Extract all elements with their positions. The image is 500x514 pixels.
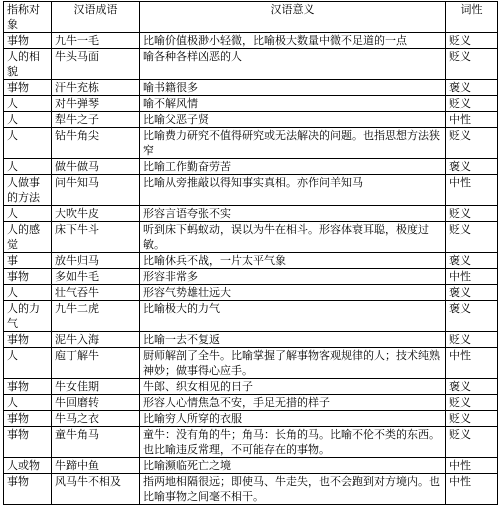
table-row [4, 80, 498, 96]
table-row [4, 411, 498, 427]
table-row [4, 33, 498, 49]
table-row [4, 49, 498, 80]
cell-meaning: 比喻穷人所穿的衣服 [140, 411, 446, 427]
cell-idiom: 九牛一毛 [52, 33, 140, 49]
cell-idiom: 大吹牛皮 [52, 206, 140, 222]
cell-meaning: 比喻工作勤奋劳苦 [140, 159, 446, 175]
cell-meaning: 听到床下蚂蚁动，误以为牛在相斗。形容体衰耳聪，极度过敏。 [140, 222, 446, 253]
cell-referent: 人 [4, 96, 52, 112]
cell-sentiment: 贬义 [446, 33, 498, 49]
table-row [4, 253, 498, 269]
cell-idiom: 对牛弹琴 [52, 96, 140, 112]
cell-idiom: 牛马之衣 [52, 411, 140, 427]
cell-sentiment: 中性 [446, 458, 498, 474]
cell-meaning: 牛郎、织女相见的日子 [140, 379, 446, 395]
cell-referent: 人 [4, 112, 52, 128]
cell-meaning: 比喻濒临死亡之境 [140, 458, 446, 474]
cell-referent: 事物 [4, 427, 52, 458]
cell-sentiment: 褒义 [446, 253, 498, 269]
cell-idiom: 壮气吞牛 [52, 285, 140, 301]
table-row [4, 159, 498, 175]
cell-meaning: 形容人心情焦急不安，手足无措的样子 [140, 395, 446, 411]
cell-sentiment: 贬义 [446, 411, 498, 427]
cell-meaning: 形容气势雄壮远大 [140, 285, 446, 301]
cell-sentiment: 贬义 [446, 222, 498, 253]
cell-referent: 人的感觉 [4, 222, 52, 253]
cell-referent: 人 [4, 395, 52, 411]
cell-sentiment: 贬义 [446, 332, 498, 348]
cell-meaning: 形容非常多 [140, 269, 446, 285]
cell-referent: 人 [4, 159, 52, 175]
cell-meaning: 喻各种各样凶恶的人 [140, 49, 446, 80]
cell-idiom: 牛女佳期 [52, 379, 140, 395]
cell-idiom: 床下牛斗 [52, 222, 140, 253]
cell-sentiment: 褒义 [446, 80, 498, 96]
table-row [4, 222, 498, 253]
cell-referent: 人 [4, 206, 52, 222]
cell-idiom: 童牛角马 [52, 427, 140, 458]
cell-referent: 人的力气 [4, 301, 52, 332]
cell-idiom: 问牛知马 [52, 175, 140, 206]
cell-sentiment: 贬义 [446, 96, 498, 112]
cell-meaning: 形容言语夸张不实 [140, 206, 446, 222]
cell-sentiment: 贬义 [446, 49, 498, 80]
table-row [4, 474, 498, 505]
cell-idiom: 九牛二虎 [52, 301, 140, 332]
cell-meaning: 比喻父恶子贤 [140, 112, 446, 128]
cell-referent: 人或物 [4, 458, 52, 474]
cell-referent: 人的相貌 [4, 49, 52, 80]
table-body [4, 33, 498, 505]
cell-idiom: 风马牛不相及 [52, 474, 140, 505]
header-referent: 指称对象 [4, 2, 52, 33]
cell-meaning: 比喻休兵不战，一片太平气象 [140, 253, 446, 269]
table-row [4, 348, 498, 379]
cell-referent: 人做事的方法 [4, 175, 52, 206]
cell-meaning: 喻书籍很多 [140, 80, 446, 96]
table-row [4, 458, 498, 474]
table-row [4, 269, 498, 285]
cell-meaning: 童牛：没有角的牛；角马：长角的马。比喻不伦不类的东西。也比喻违反常理，不可能存在的事物。 [140, 427, 446, 458]
cell-idiom: 牛头马面 [52, 49, 140, 80]
cell-meaning: 比喻费力研究不值得研究或无法解决的问题。也指思想方法狭窄 [140, 128, 446, 159]
cell-referent: 事 [4, 253, 52, 269]
cell-sentiment: 褒义 [446, 159, 498, 175]
cell-idiom: 庖丁解牛 [52, 348, 140, 379]
cell-referent: 事物 [4, 379, 52, 395]
idiom-table [3, 1, 498, 505]
cell-meaning: 指两地相隔很远；即使马、牛走失，也不会跑到对方境内。也比喻事物之间毫不相干。 [140, 474, 446, 505]
cell-sentiment: 中性 [446, 112, 498, 128]
table-row [4, 427, 498, 458]
table-row [4, 175, 498, 206]
cell-sentiment: 中性 [446, 474, 498, 505]
cell-referent: 事物 [4, 332, 52, 348]
cell-sentiment: 贬义 [446, 395, 498, 411]
cell-meaning: 厨师解剖了全牛。比喻掌握了解事物客观规律的人；技术纯熟神妙；做事得心应手。 [140, 348, 446, 379]
cell-idiom: 泥牛入海 [52, 332, 140, 348]
cell-sentiment: 褒义 [446, 301, 498, 332]
header-idiom: 汉语成语 [52, 2, 140, 33]
table-row [4, 96, 498, 112]
cell-sentiment: 褒义 [446, 285, 498, 301]
cell-meaning: 比喻一去不复返 [140, 332, 446, 348]
table-header-row [4, 2, 498, 33]
cell-idiom: 做牛做马 [52, 159, 140, 175]
cell-idiom: 放牛归马 [52, 253, 140, 269]
cell-sentiment: 贬义 [446, 128, 498, 159]
cell-referent: 事物 [4, 474, 52, 505]
cell-referent: 事物 [4, 80, 52, 96]
cell-referent: 事物 [4, 33, 52, 49]
cell-meaning: 比喻极大的力气 [140, 301, 446, 332]
cell-meaning: 喻不解风情 [140, 96, 446, 112]
header-meaning: 汉语意义 [140, 2, 446, 33]
table-row [4, 206, 498, 222]
cell-sentiment: 中性 [446, 269, 498, 285]
cell-sentiment: 贬义 [446, 206, 498, 222]
cell-idiom: 多如牛毛 [52, 269, 140, 285]
cell-sentiment: 中性 [446, 348, 498, 379]
cell-idiom: 牛蹄中鱼 [52, 458, 140, 474]
cell-idiom: 牛回磨转 [52, 395, 140, 411]
cell-meaning: 比喻从旁推敲以得知事实真相。亦作问羊知马 [140, 175, 446, 206]
cell-referent: 人 [4, 348, 52, 379]
cell-sentiment: 贬义 [446, 427, 498, 458]
cell-idiom: 汗牛充栋 [52, 80, 140, 96]
cell-idiom: 犁牛之子 [52, 112, 140, 128]
table-row [4, 301, 498, 332]
table-row [4, 128, 498, 159]
cell-meaning: 比喻价值极渺小轻微，比喻极大数量中微不足道的一点 [140, 33, 446, 49]
cell-referent: 人 [4, 128, 52, 159]
header-sentiment: 词性 [446, 2, 498, 33]
cell-sentiment: 褒义 [446, 379, 498, 395]
cell-referent: 人 [4, 285, 52, 301]
table-row [4, 112, 498, 128]
table-row [4, 332, 498, 348]
cell-referent: 事物 [4, 411, 52, 427]
cell-sentiment: 中性 [446, 175, 498, 206]
table-row [4, 379, 498, 395]
cell-idiom: 钻牛角尖 [52, 128, 140, 159]
cell-referent: 事物 [4, 269, 52, 285]
table-row [4, 285, 498, 301]
table-row [4, 395, 498, 411]
